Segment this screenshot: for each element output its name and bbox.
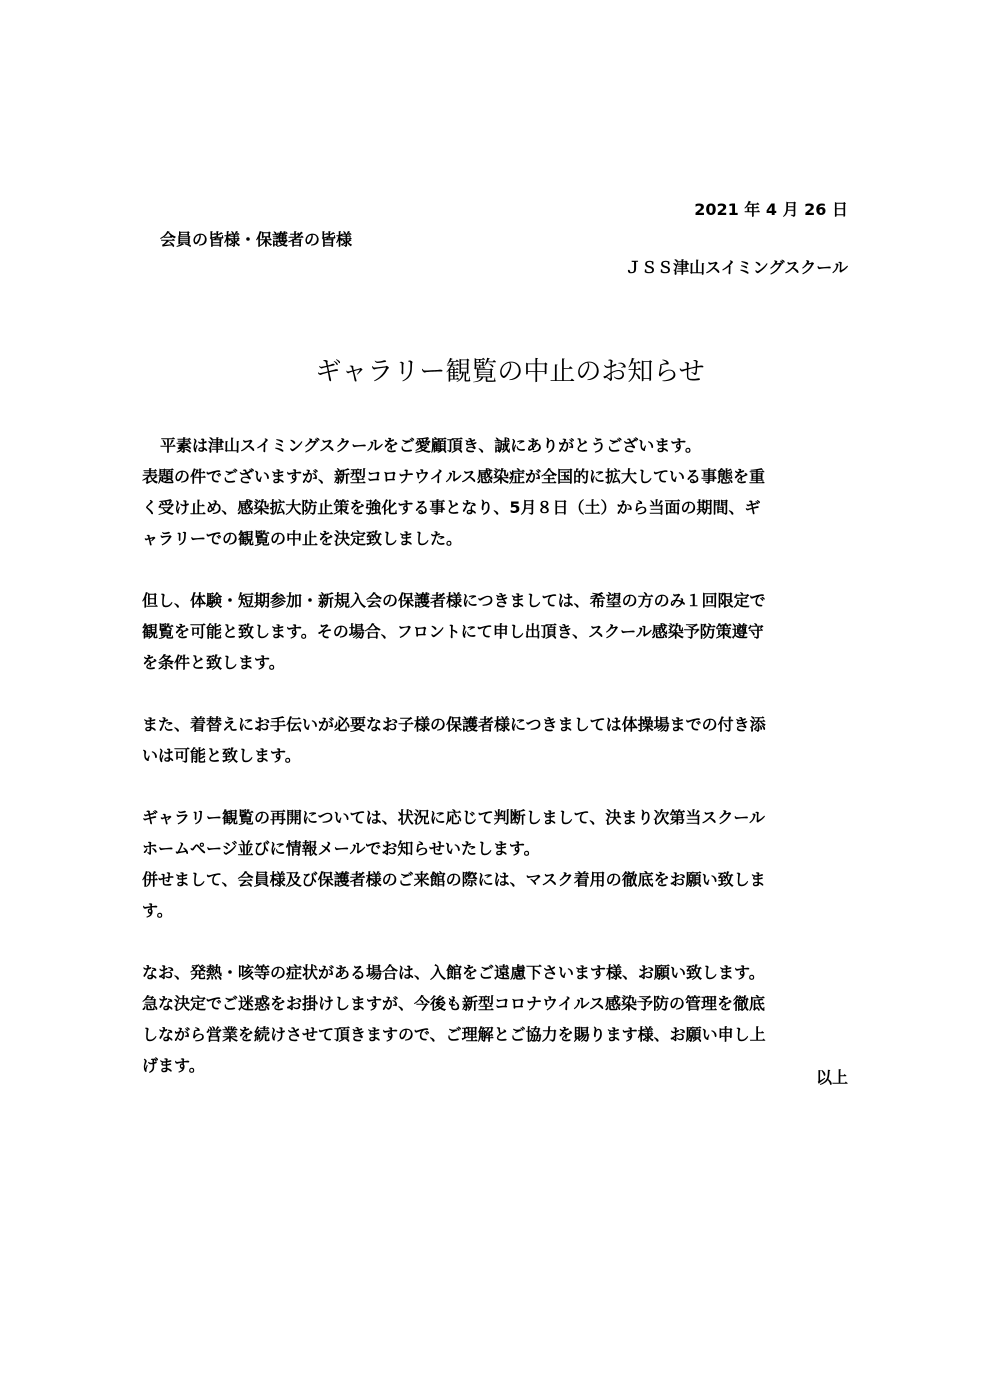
body-line: を条件と致します。	[142, 653, 285, 672]
closing-mark: 以上	[815, 1068, 848, 1087]
paragraph-exception	[142, 585, 854, 678]
body-line: 併せまして、会員様及び保護者様のご来館の際には、マスク着用の徹底をお願い致しま	[142, 870, 766, 889]
body-line: く受け止め、感染拡大防止策を強化する事となり、5月８日（土）から当面の期間、ギ	[142, 498, 761, 517]
notice-title: ギャラリー観覧の中止のお知らせ	[315, 357, 705, 387]
body-line: ギャラリー観覧の再開については、状況に応じて判断しまして、決まり次第当スクール	[142, 808, 766, 827]
body-line: 表題の件でございますが、新型コロナウイルス感染症が全国的に拡大している事態を重	[142, 467, 766, 486]
paragraph-spacer	[142, 678, 854, 709]
paragraph-changing-help	[142, 709, 854, 771]
body-line: いは可能と致します。	[142, 746, 301, 765]
paragraph-greeting	[142, 430, 854, 554]
body-line: また、着替えにお手伝いが必要なお子様の保護者様につきましては体操場までの付き添	[142, 715, 766, 734]
sender-name: ＪＳＳ津山スイミングスクール	[625, 258, 848, 277]
body-line: しながら営業を続けさせて頂きますので、ご理解とご協力を賜ります様、お願い申し上	[142, 1025, 766, 1044]
body-line: 観覧を可能と致します。その場合、フロントにて申し出頂き、スクール感染予防策遵守	[142, 622, 764, 641]
notice-body	[142, 430, 854, 1081]
body-line: 但し、体験・短期参加・新規入会の保護者様につきましては、希望の方のみ１回限定で	[142, 591, 766, 610]
paragraph-spacer	[142, 554, 854, 585]
body-line: げます。	[142, 1056, 205, 1075]
body-line: 急な決定でご迷惑をお掛けしますが、今後も新型コロナウイルス感染予防の管理を徹底	[142, 994, 766, 1013]
paragraph-spacer	[142, 926, 854, 957]
body-line: ャラリーでの観覧の中止を決定致しました。	[142, 529, 463, 548]
body-line: なお、発熱・咳等の症状がある場合は、入館をご遠慮下さいます様、お願い致します。	[142, 963, 765, 982]
body-line: 平素は津山スイミングスクールをご愛顧頂き、誠にありがとうございます。	[160, 436, 701, 455]
body-line: す。	[142, 901, 173, 920]
addressee: 会員の皆様・保護者の皆様	[160, 230, 353, 249]
paragraph-request	[142, 957, 854, 1081]
notice-date: 2021 年 4 月 26 日	[694, 200, 848, 219]
paragraph-reopening	[142, 802, 854, 926]
body-line: ホームページ並びに情報メールでお知らせいたします。	[142, 839, 540, 858]
paragraph-spacer	[142, 771, 854, 802]
